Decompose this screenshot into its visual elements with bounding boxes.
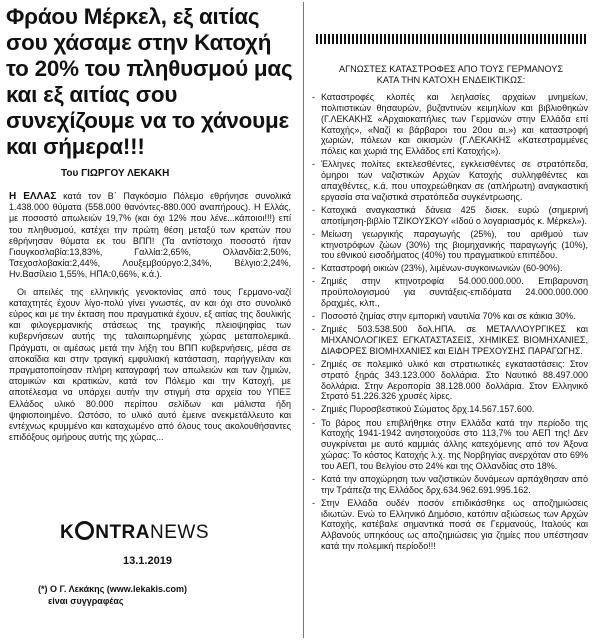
list-item-text: Κατά την αποχώρηση των ναζιστικών δυνάμεων αρπάχθησαν από την Τράπεζα της Ελλάδος δρχ.634.962.691.995.162. <box>321 473 588 495</box>
list-item-text: Ζημιές στην κτηνοτροφία 54.000.000.000. Επιβαρυνση προϋπολογισμού για συντάξεις-επιδόματα 24.000.000.000 δραχμές, κλπ., <box>321 276 588 309</box>
list-item <box>312 359 588 402</box>
list-dash: - <box>312 417 315 428</box>
list-dash: - <box>312 311 315 322</box>
list-dash: - <box>312 204 315 215</box>
list-item <box>312 159 588 202</box>
list-item-text: Ζημιές Πυροσβεστικού Σώματος δρχ.14.567.157.600. <box>321 404 535 415</box>
list-item-text: Το βάρος που επιβλήθηκε στην Ελλάδα κατά την περίοδο της Κατοχής 1941-1942 ανηστοιχούσε στο 113,7% του ΑΕΠ της! Δεν συγκρίνεται με αυτό καμμιάς άλλης κατεχόμενης από τον Άξονα χώρας: Το κόστος Κατοχής λ.χ. της Νορβηγίας ανερχόταν στο 69% του ΑΕΠ, του Βελγίου στο 24% και της Ολλανδίας στο 18%. <box>321 417 588 471</box>
list-item-text: Στην Ελλάδα ουδέν ποσόν επιδικάσθηκε ως αποζημιώσεις ιδιωτών. Ενώ το Ελληνικό Δημόσιο, κατόπιν αξιώσεως των Αρχών Κατοχής, κατέβαλε σημαντικά ποσά σε Γερμανούς, Ιταλούς και Αλβανούς υπηκόους ως αποζημιώσεις για ζημίες που υπέστησαν κατά την πολεμική περίοδο!!! <box>321 497 588 552</box>
list-item <box>312 276 588 309</box>
list-item-text: Έλληνες πολίτες εκτελεσθέντες, εγκλεισθέντες σε στρατόπεδα, όμηροι των ναζιστικών Αρχών Κατοχής συλληφθέντες και απαχθέντες, κ.ά. που υποχρεώθηκαν σε (απλήρωτη) αναγκαστική εργασία στα ναζιστικά στρατόπεδα συγκέντρωσης. <box>321 159 588 202</box>
list-dash: - <box>312 276 315 287</box>
list-item-text: Ζημιές 503.538.500 δολ.ΗΠΑ. σε ΜΕΤΑΛΛΟΥΡΓΙΚΕΣ και ΜΗΧΑΝΟΛΟΓΙΚΕΣ ΕΓΚΑΤΑΣΤΑΣΕΙΣ, ΧΗΜΙΚΕΣ ΒΙΟΜΗΧΑΝΙΕΣ, ΔΙΑΦΟΡΕΣ ΒΙΟΜΗΧΑΝΙΕΣ και ΕΙΔΗ ΤΡΕΧΟΥΣΗΣ ΠΑΡΑΓΩΓΗΣ. <box>321 324 588 356</box>
list-item <box>312 498 588 552</box>
list-item <box>312 404 588 415</box>
barcode-strip <box>316 34 586 44</box>
logo-ring-icon <box>75 521 94 540</box>
list-dash: - <box>312 358 315 369</box>
byline: Του ΓΙΩΡΓΟΥ ΛΕΚΑΚΗ <box>61 168 170 179</box>
list-item <box>312 418 588 472</box>
intro-text: κατά τον Β΄ Παγκόσμιο Πόλεμο εθρήνησε συνολικά 1.438.000 θύματα (558.000 θανόντες-880.000 αναπήρους). Η Ελλάς, με ποσοστό απωλειών 19,7% (και όχι 12% που λένε...κάποιοι!!!) επί του πληθυσμού, κατέχει την πρώτη θέση μεταξύ των κρατών που εθρήνησαν θύματα εκ του ΒΠΠ! (Τα αντίστοιχο ποσοστό ήταν Γιουγκοσλαβία:13,83%, Γαλλία:2,65%, Ολλανδία:2,50%, Τσεχοσλοβακία:2,44%, Λουξεμβούργο:2,34%, Βέλγιο:2,24%, Ην.Βασίλειο 1,55%, ΗΠΑ:0,66%, κ.ά.). <box>9 191 291 280</box>
list-item <box>312 229 588 262</box>
body-paragraph: Οι απειλές της ελληνικής γενοκτονίας από τους Γερμανο-ναζί καταχτητές έχουν λίγο-πολύ γίνει γνωστές, αν και όχι στο συνολικό εύρος και με την έκταση που πραγματικά έχουν, εξ αιτίας της δουλικής και φιλογερμανικής στάσεως της τραγικής πλειοψηφίας των κυβερνήσεων αυτής της ταλαιπωρημένης χώρας μεταπολεμικά. Πράγματι, οι αμέσως μετά την λήξη του ΒΠΠ κυβερνήσεις, μέσα σε αποκαΐδια και στην τραγική εμφυλιακή κατάσταση, παρήγγειλαν και πραγματοποίησαν πλήρη καταγραφή των απωλειών και των ζημιών, ατομικών και κρατικών, κατά τον Πόλεμο και την Κατοχή, με αποτέλεσμα να υπάρχει αυτήν την στιγμή στα αρχεία του ΥΠΕΞ Ελλάδος υλικό 80.000 περίπου σελίδων και μάλιστα ήδη ψηφιοποιημένο. Ωστόσο, το υλικό αυτό έμεινε ανεκμετάλλευτο και εντέχνως κρυμμένο και καταχωμένο από όλους τους ακολουθήσαντες επιδόξους ομήρους αυτής της χώρας... <box>9 286 291 443</box>
list-dash: - <box>312 473 315 484</box>
column-divider <box>303 2 304 638</box>
list-item <box>312 205 588 227</box>
list-item-text: Ποσοστό ζημίας στην εμπορική ναυτιλία 70% και σε κάικια 30%. <box>321 311 576 322</box>
credit-line-1: (*) Ο Γ. Λεκάκης (www.lekakis.com) <box>38 584 188 594</box>
list-item <box>312 311 588 322</box>
list-dash: - <box>312 324 315 335</box>
list-item <box>312 92 588 157</box>
right-title-line-1: ΑΓΝΩΣΤΕΣ ΚΑΤΑΣΤΡΟΦΕΣ ΑΠΟ ΤΟΥΣ ΓΕΡΜΑΝΟΥΣ <box>338 64 564 74</box>
right-title-line-2: ΚΑΤΑ ΤΗΝ ΚΑΤΟΧΗ ΕΝΔΕΙΚΤΙΚΩΣ: <box>376 75 526 85</box>
list-item <box>312 474 588 496</box>
list-item-text: Μείωση γεωργικής παραγωγής (25%), του αριθμού των κτηνοτρόφων ζώων (30%) της βιομηχανικής παραγωγής (10%), του εθνικού εισοδήματος (40%) του πραγματικού επιπέδου. <box>321 228 588 261</box>
headline: Φράου Μέρκελ, εξ αιτίας σου χάσαμε στην Κατοχή το 20% του πληθυσμού μας και εξ αιτίας σου συνεχίζουμε να το χάνουμε και σήμερα!!! <box>6 4 293 159</box>
article-left-column <box>4 4 294 443</box>
list-dash: - <box>312 263 315 274</box>
kontranews-logo: K NTRANEWS <box>60 522 210 543</box>
list-dash: - <box>312 92 315 102</box>
intro-paragraph <box>9 191 291 281</box>
list-dash: - <box>312 404 315 415</box>
list-item-text: Ζημιές σε πολεμικό υλικό και στρατιωτικές εγκαταστάσεις: Στον στρατό ξηράς 343.123.000 δολλάρια. Στο Ναυτικό 88.497.000 δολλάρια. Στην Αεροπορία 38.128.000 δολλάρια. Στον Ελληνικό Στρατό 51.226.326 χρυσές λίρες. <box>321 358 588 402</box>
list-dash: - <box>312 159 315 170</box>
list-item <box>312 263 588 274</box>
intro-lead: Η ΕΛΛΑΣ <box>9 191 57 202</box>
list-item <box>312 324 588 357</box>
publication-date: 13.1.2019 <box>123 555 172 567</box>
list-item-text: Καταστροφή οικιών (23%), λιμένων-συγκοινωνιών (60-90%). <box>321 263 563 274</box>
credit-line-2: είναι συγγραφέας <box>48 596 124 606</box>
author-credit <box>38 583 187 607</box>
list-item-text: Καταστροφές κλοπές και λεηλασίες αρχαίων μνημείων, πολιτιστικών θησαυρών, βυζαντινών κειμηλίων και βιβλιοθηκών (Γ.ΛΕΚΑΚΗΣ «Αρχαιοκαπήλιες των Γερμανών στην Ελλάδα επί Κατοχής», «Ναζί κι βάρβαροι του 20ου αι.») και καταστροφή χωριών, πόλεων και οικισμών (Γ.ΛΕΚΑΚΗΣ «Κατεστραμμένες πόλεις και χωριά της Ελλάδος επί Κατοχής»). <box>321 92 588 157</box>
damage-list <box>312 92 588 554</box>
list-item-text: Κατοχικά αναγκαστικά δάνεια 425 δισεκ. ευρώ (σημερινή αποτίμηση-βιβλίο ΤΖΙΚΟΥΣΚΟΥ «Ιδού ο λογαριασμός κ. Μέρκελ»). <box>321 204 588 226</box>
list-dash: - <box>312 497 315 508</box>
list-dash: - <box>312 228 315 239</box>
right-column-title <box>320 64 582 86</box>
